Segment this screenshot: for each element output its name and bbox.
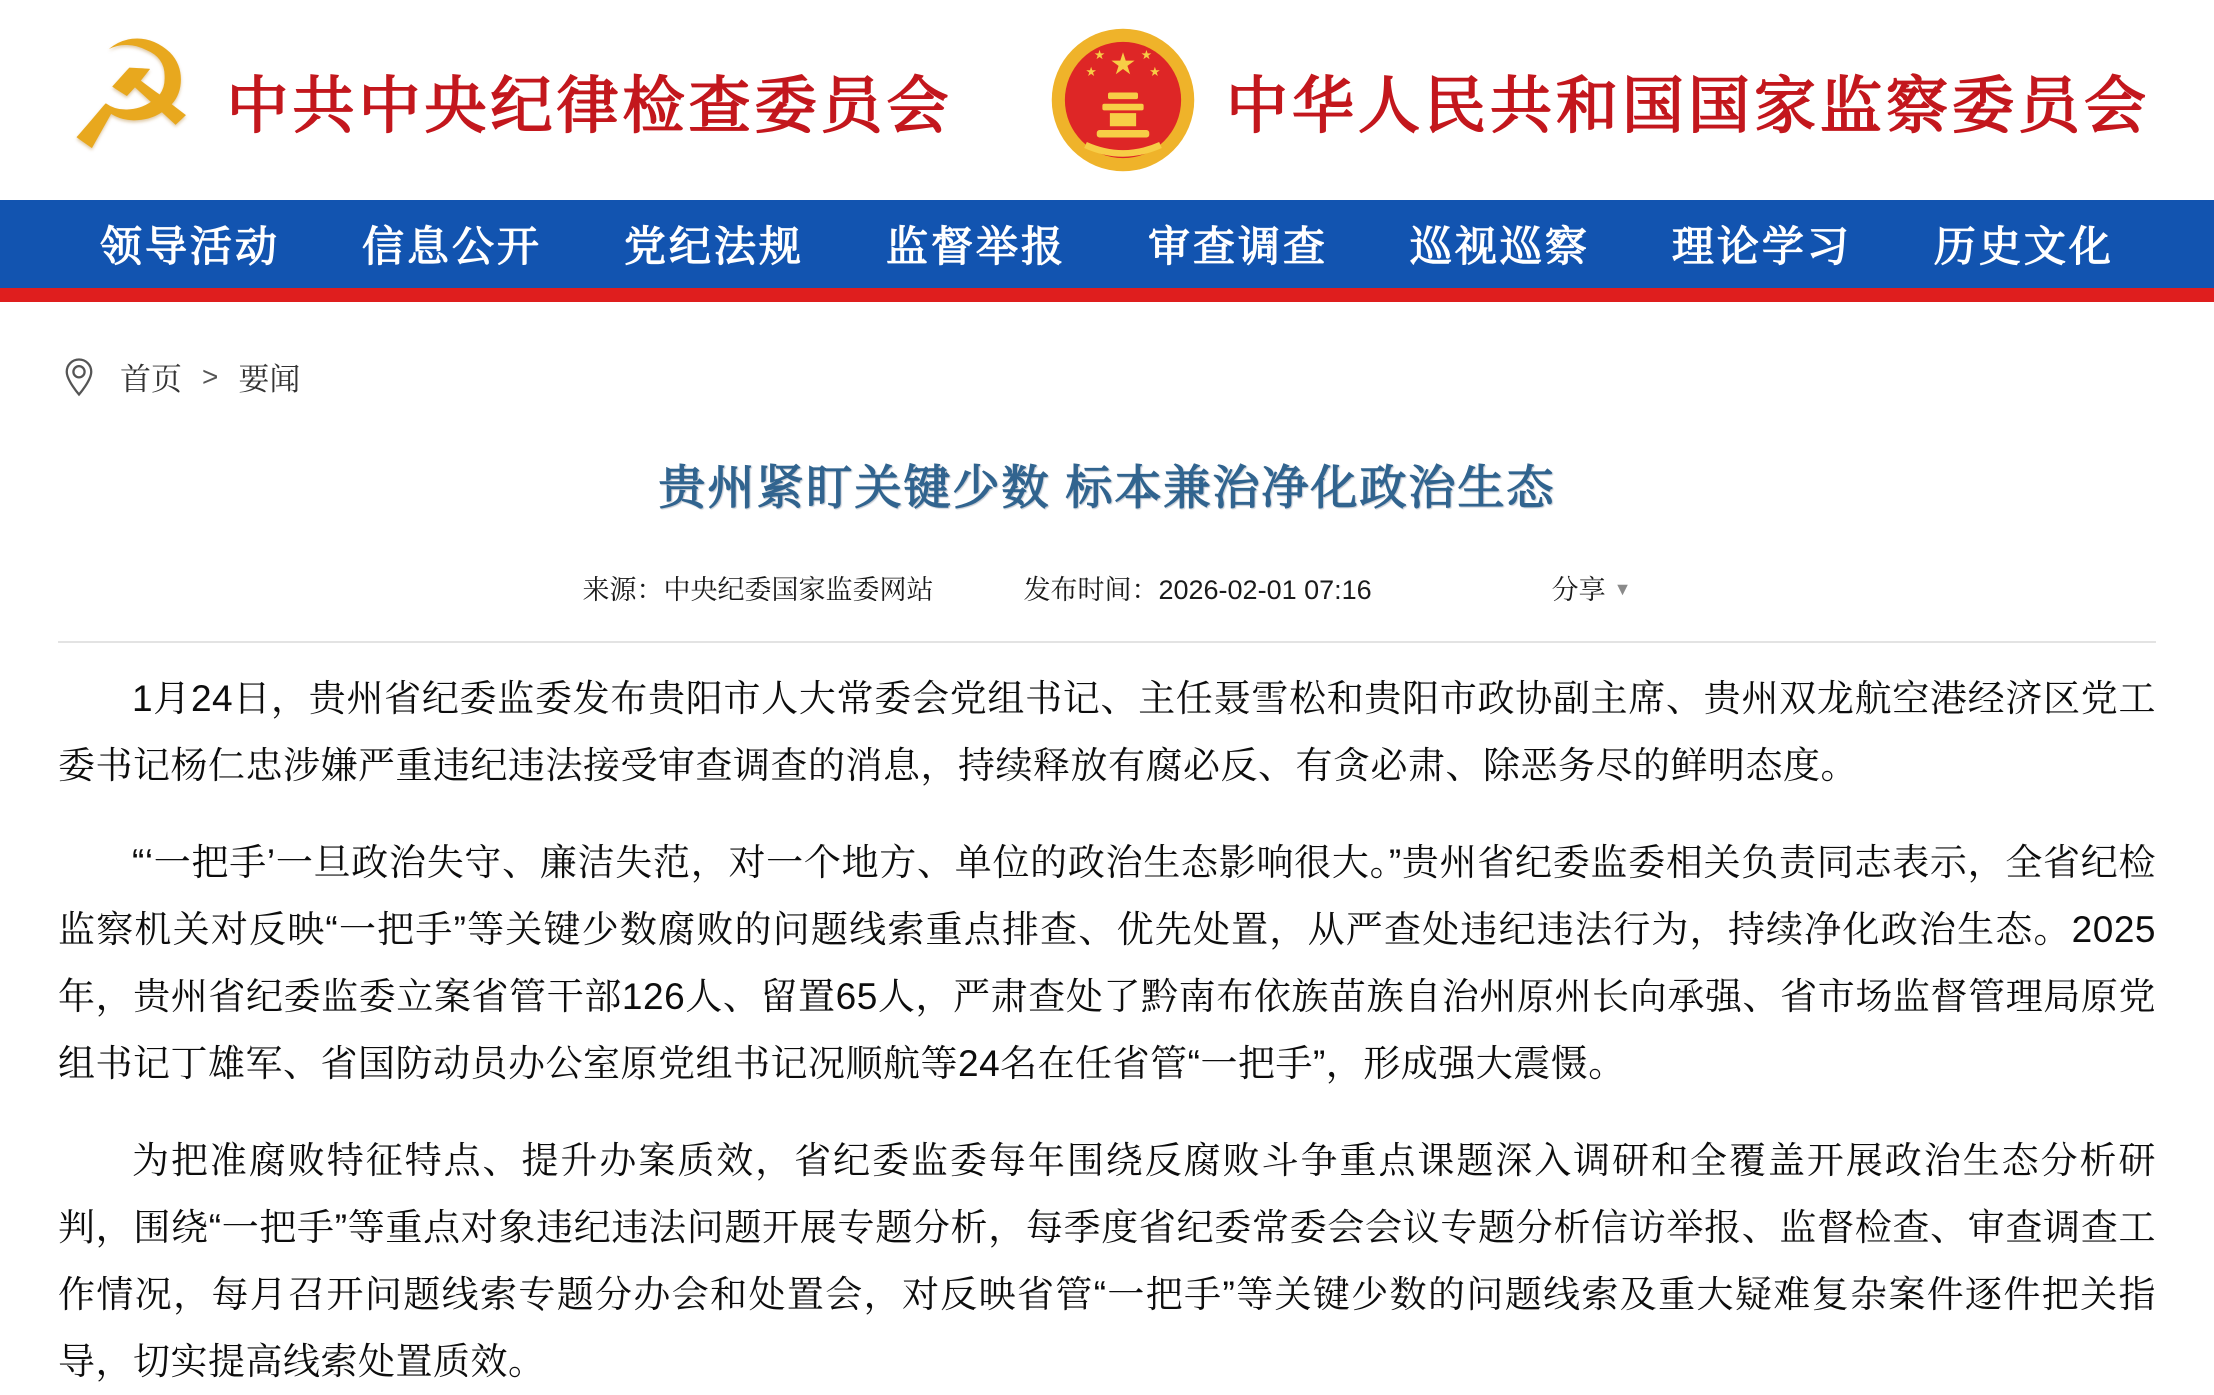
nsc-logo[interactable]	[1048, 25, 2150, 175]
article-body	[58, 665, 2156, 1395]
nav-item-theory-study[interactable]: 理论学习	[1671, 225, 1852, 271]
chevron-down-icon: ▼	[1613, 579, 1632, 599]
red-accent-strip	[0, 288, 2214, 302]
source-value: 中央纪委国家监委网站	[663, 575, 934, 605]
breadcrumb-home[interactable]: 首页	[120, 362, 182, 397]
meta-divider	[58, 641, 2156, 643]
national-emblem-icon	[1048, 25, 1198, 175]
main-nav	[0, 200, 2214, 288]
ccdi-title: 中共中央纪律检查委员会	[226, 72, 953, 141]
source-label: 来源：	[582, 575, 664, 605]
article-paragraph: “‘一把手’一旦政治失守、廉洁失范，对一个地方、单位的政治生态影响很大。”贵州省纪委监委相关负责同志表示，全省纪检监察机关对反映“一把手”等关键少数腐败的问题线索重点排查、优先处置，从严查处违纪违法行为，持续净化政治生态。2025年，贵州省纪委监委立案省管干部126人、留置65人，严肃查处了黔南布依族苗族自治州原州长向承强、省市场监督管理局原党组书记丁雄军、省国防动员办公室原党组书记况顺航等24名在任省管“一把手”，形成强大震慑。	[58, 842, 2156, 1084]
nav-item-history-culture[interactable]: 历史文化	[1933, 225, 2114, 271]
time-label: 发布时间：	[1023, 575, 1159, 605]
article-source	[582, 568, 933, 607]
ccdi-logo[interactable]	[64, 12, 953, 180]
nav-item-info-disclosure[interactable]: 信息公开	[361, 225, 542, 271]
nsc-title: 中华人民共和国国家监察委员会	[1225, 72, 2150, 141]
article-meta	[58, 568, 2156, 607]
article-paragraph: 1月24日，贵州省纪委监委发布贵阳市人大常委会党组书记、主任聂雪松和贵阳市政协副主席、贵州双龙航空港经济区党工委书记杨仁忠涉嫌严重违纪违法接受审查调查的消息，持续释放有腐必反、有贪必肃、除恶务尽的鲜明态度。	[58, 678, 2156, 786]
nav-item-review-investigation[interactable]: 审查调查	[1147, 225, 1328, 271]
nav-item-party-regulations[interactable]: 党纪法规	[623, 225, 804, 271]
time-value: 2026-02-01 07:16	[1158, 575, 1372, 605]
location-pin-icon	[58, 356, 100, 398]
article	[0, 451, 2214, 1395]
article-title: 贵州紧盯关键少数 标本兼治净化政治生态	[658, 461, 1556, 514]
breadcrumb	[58, 354, 2214, 399]
share-button[interactable]	[1552, 568, 1632, 607]
site-header	[0, 0, 2214, 200]
share-label: 分享	[1551, 575, 1606, 605]
nav-item-leadership[interactable]: 领导活动	[100, 225, 281, 271]
breadcrumb-current[interactable]: 要闻	[238, 362, 301, 397]
breadcrumb-separator: >	[202, 360, 219, 392]
party-emblem-icon: ☭	[64, 12, 199, 180]
article-publish-time	[1023, 568, 1371, 607]
article-paragraph: 为把准腐败特征特点、提升办案质效，省纪委监委每年围绕反腐败斗争重点课题深入调研和全覆盖开展政治生态分析研判，围绕“一把手”等重点对象违纪违法问题开展专题分析，每季度省纪委常委会会议专题分析信访举报、监督检查、审查调查工作情况，每月召开问题线索专题分办会和处置会，对反映省管“一把手”等关键少数的问题线索及重大疑难复杂案件逐件把关指导，切实提高线索处置质效。	[58, 1140, 2156, 1382]
nav-item-supervision-report[interactable]: 监督举报	[885, 225, 1066, 271]
nav-item-inspection-patrol[interactable]: 巡视巡察	[1409, 225, 1590, 271]
